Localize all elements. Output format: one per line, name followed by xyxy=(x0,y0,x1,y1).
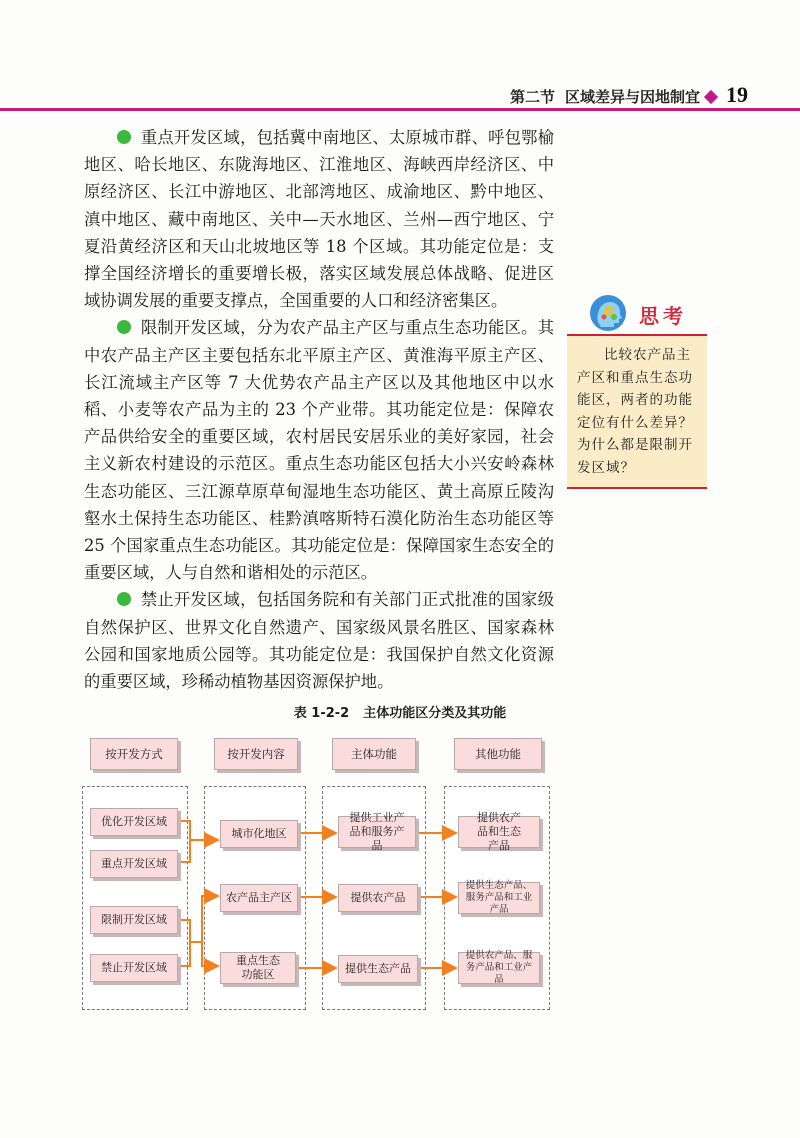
box-other-function-2: 提供生态产品、服务产品和工业产品 xyxy=(458,882,540,914)
page-header xyxy=(0,70,800,110)
think-title: 思考 xyxy=(639,304,687,328)
paragraph-prohibited-development xyxy=(84,586,554,695)
header-other-function: 其他功能 xyxy=(454,738,542,770)
running-head xyxy=(510,86,700,107)
box-other-function-1: 提供农产品和生态产品 xyxy=(458,816,540,848)
box-agricultural-products: 提供农产品 xyxy=(338,884,418,912)
table-caption xyxy=(0,702,800,721)
green-bullet-icon xyxy=(117,130,131,144)
green-bullet-icon xyxy=(117,592,131,606)
think-question: 比较农产品主产区和重点生态功能区，两者的功能定位有什么差异？为什么都是限制开发区域？ xyxy=(567,336,707,489)
box-prohibited-development: 禁止开发区域 xyxy=(90,954,178,982)
box-urbanized-area: 城市化地区 xyxy=(220,820,298,848)
header-development-content: 按开发内容 xyxy=(214,738,298,770)
box-ecological-area: 重点生态功能区 xyxy=(220,952,296,984)
body-text xyxy=(84,124,554,695)
think-box xyxy=(567,292,707,489)
box-other-function-3: 提供农产品、服务产品和工业产品 xyxy=(458,952,540,984)
box-optimized-development: 优化开发区域 xyxy=(90,808,178,836)
think-header xyxy=(567,292,707,334)
paragraph-key-development xyxy=(84,124,554,314)
box-ecological-products: 提供生态产品 xyxy=(338,955,418,983)
function-zone-diagram xyxy=(80,728,550,1028)
paragraph-text: 重点开发区域，包括冀中南地区、太原城市群、呼包鄂榆地区、哈长地区、东陇海地区、江淮地区、海峡西岸经济区、中原经济区、长江中游地区、北部湾地区、成渝地区、黔中地区、滇中地区、藏中南地区、关中—天水地区、兰州—西宁地区、宁夏沿黄经济区和天山北坡地区等 18 个区域。其功能定位是：支撑全国经济增长的重要增长极，落实区域发展总体战略、促进区域协调发展的重要支撑点，全国重要的人口和经济密集区。 xyxy=(84,128,554,311)
table-title: 主体功能区分类及其功能 xyxy=(363,706,507,721)
think-rule xyxy=(567,334,707,336)
box-restricted-development: 限制开发区域 xyxy=(90,906,178,934)
section-label: 第二节 xyxy=(509,88,555,106)
header-main-function: 主体功能 xyxy=(332,738,416,770)
box-agricultural-area: 农产品主产区 xyxy=(220,884,298,912)
header-rule xyxy=(0,108,800,111)
diamond-icon xyxy=(704,90,718,104)
page-number: 19 xyxy=(726,82,748,107)
section-title: 区域差异与因地制宜 xyxy=(564,88,700,106)
paragraph-restricted-development xyxy=(84,314,554,586)
header-development-mode: 按开发方式 xyxy=(90,738,178,770)
gear-head-icon xyxy=(589,294,627,332)
box-key-development: 重点开发区域 xyxy=(90,850,178,878)
paragraph-text: 禁止开发区域，包括国务院和有关部门正式批准的国家级自然保护区、世界文化自然遗产、国家级风景名胜区、国家森林公园和国家地质公园等。其功能定位是：我国保护自然文化资源的重要区域，珍稀动植物基因资源保护地。 xyxy=(84,590,554,692)
box-industrial-service-products: 提供工业产品和服务产品 xyxy=(338,816,416,848)
table-number: 表 1-2-2 xyxy=(293,706,350,721)
green-bullet-icon xyxy=(117,320,131,334)
paragraph-text: 限制开发区域，分为农产品主产区与重点生态功能区。其中农产品主产区主要包括东北平原主产区、黄淮海平原主产区、长江流域主产区等 7 大优势农产品主产区以及其他地区中以水稻、小麦等农产品为主的 23 个产业带。其功能定位是：保障农产品供给安全的重要区域，农村居民安居乐业的美好家园，社会主义新农村建设的示范区。重点生态功能区包括大小兴安岭森林生态功能区、三江源草原草甸湿地生态功能区、黄土高原丘陵沟壑水土保持生态功能区、桂黔滇喀斯特石漠化防治生态功能区等 25 个国家重点生态功能区。其功能定位是：保障国家生态安全的重要区域，人与自然和谐相处的示范区。 xyxy=(84,318,554,583)
